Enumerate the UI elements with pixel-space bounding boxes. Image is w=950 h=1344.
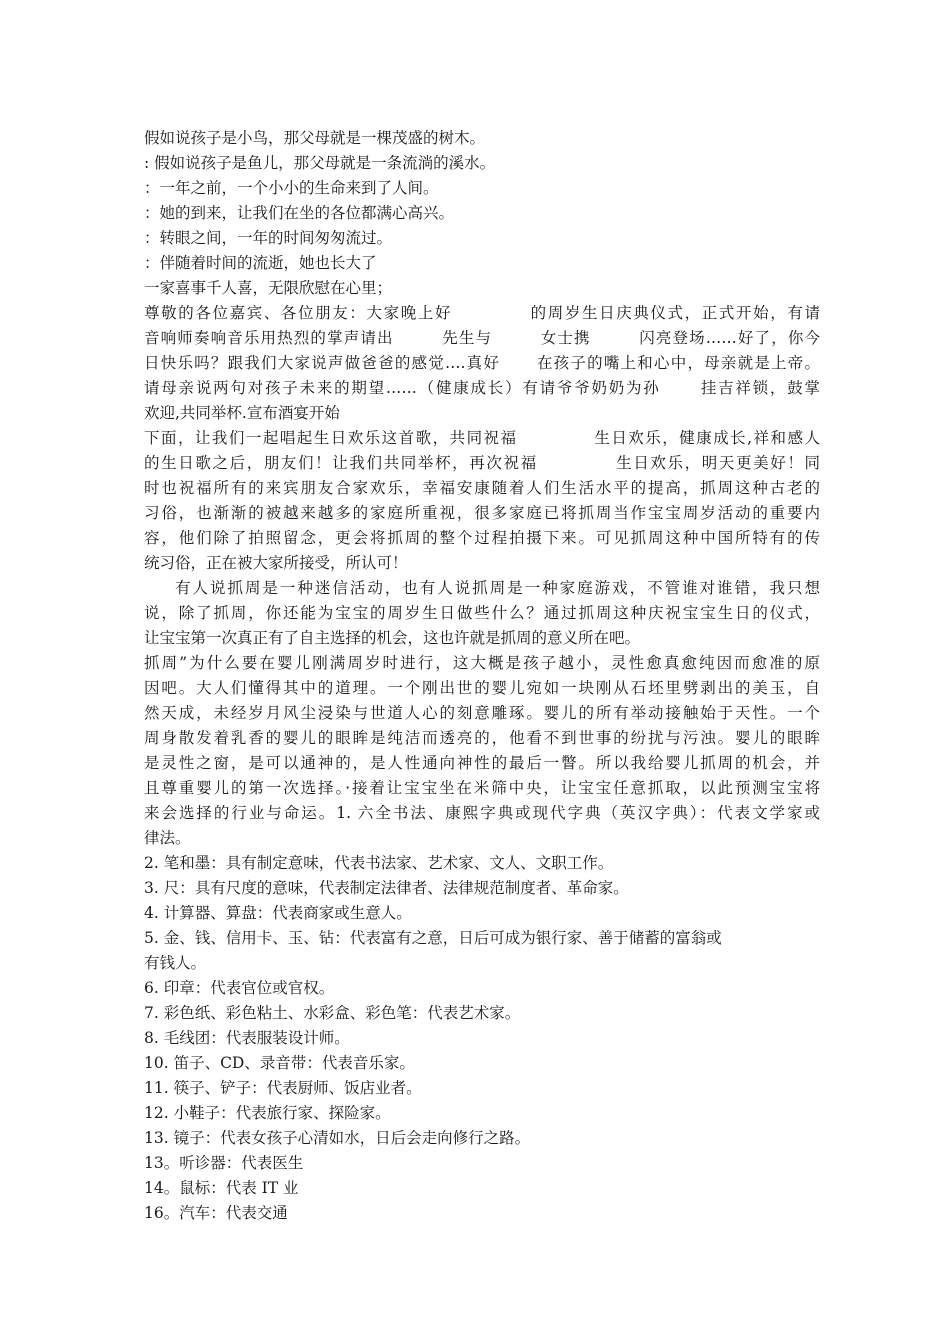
text-line: 3. 尺：具有尺度的意味，代表制定法律者、法律规范制度者、革命家。 [144, 879, 629, 897]
text-line: 说，除了抓周，你还能为宝宝的周岁生日做些什么？通过抓周这种庆祝宝宝生日的仪式， [144, 604, 820, 622]
text-line: 时也祝福所有的来宾朋友合家欢乐，幸福安康随着人们生活水平的提高，抓周这种古老的 [144, 479, 820, 497]
text-line: 13。听诊器：代表医生 [144, 1154, 304, 1172]
text-line: 请母亲说两句对孩子未来的期望……（健康成长）有请爷爷奶奶为孙 挂吉祥锁，鼓掌 [144, 379, 820, 397]
text-line: 尊敬的各位嘉宾、各位朋友：大家晚上好 的周岁生日庆典仪式，正式开始，有请 [144, 304, 820, 322]
text-line: ：伴随着时间的流逝，她也长大了 [144, 254, 377, 272]
text-line: 下面，让我们一起唱起生日欢乐这首歌，共同祝福 生日欢乐，健康成长,祥和感人 [144, 429, 820, 447]
text-line: 12. 小鞋子：代表旅行家、探险家。 [144, 1104, 391, 1122]
text-line: 16。汽车：代表交通 [144, 1204, 288, 1222]
text-line: 的生日歌之后，朋友们！让我们共同举杯，再次祝福 生日欢乐，明天更美好！同 [144, 454, 820, 472]
text-line: ：她的到来，让我们在坐的各位都满心高兴。 [144, 204, 455, 222]
text-line: 律法。 [144, 829, 191, 847]
text-line: 周身散发着乳香的婴儿的眼眸是纯洁而透亮的，他看不到世事的纷扰与污浊。婴儿的眼眸 [144, 729, 820, 747]
text-line: 因吧。大人们懂得其中的道理。一个刚出世的婴儿宛如一块刚从石坯里劈剥出的美玉，自 [144, 679, 820, 697]
text-line: 一家喜事千人喜，无限欣慰在心里； [144, 279, 393, 297]
text-line: 且尊重婴儿的第一次选择。·接着让宝宝坐在米筛中央，让宝宝任意抓取，以此预测宝宝将 [144, 779, 820, 797]
text-line: ：一年之前，一个小小的生命来到了人间。 [144, 179, 439, 197]
text-line: 抓周”为什么要在婴儿刚满周岁时进行，这大概是孩子越小，灵性愈真愈纯因而愈准的原 [144, 654, 820, 672]
text-line: 是灵性之窗，是可以通神的，是人性通向神性的最后一瞥。所以我给婴儿抓周的机会，并 [144, 754, 820, 772]
text-line: 7. 彩色纸、彩色粘土、水彩盒、彩色笔：代表艺术家。 [144, 1004, 521, 1022]
text-line: 5. 金、钱、信用卡、玉、钻：代表富有之意，日后可成为银行家、善于储蓄的富翁或 [144, 929, 722, 947]
text-line: 来会选择的行业与命运。1. 六全书法、康熙字典或现代字典（英汉字典）：代表文学家或 [144, 804, 820, 822]
text-line: 容，他们除了拍照留念，更会将抓周的整个过程拍摄下来。可见抓周这种中国所特有的传 [144, 529, 820, 547]
text-line: 欢迎,共同举杯.宣布酒宴开始 [144, 404, 340, 422]
text-line: 4. 计算器、算盘：代表商家或生意人。 [144, 904, 412, 922]
text-line: 习俗，也渐渐的被越来越多的家庭所重视，很多家庭已将抓周当作宝宝周岁活动的重要内 [144, 504, 820, 522]
text-line: 13. 镜子：代表女孩子心清如水，日后会走向修行之路。 [144, 1129, 531, 1147]
document-page [144, 126, 820, 1226]
text-line: 10. 笛子、CD、录音带：代表音乐家。 [144, 1054, 415, 1072]
text-line: 14。鼠标：代表 IT 业 [144, 1179, 299, 1197]
text-line: 日快乐吗？跟我们大家说声做爸爸的感觉….真好 在孩子的嘴上和心中，母亲就是上帝。 [144, 354, 820, 372]
text-line: 音响师奏响音乐用热烈的掌声请出 先生与 女士携 闪亮登场……好了，你今 [144, 329, 820, 347]
text-line: 然天成，未经岁月风尘浸染与世道人心的刻意雕琢。婴儿的所有举动接触始于天性。一个 [144, 704, 820, 722]
text-line: 11. 筷子、铲子：代表厨师、饭店业者。 [144, 1079, 422, 1097]
text-line: : 假如说孩子是鱼儿，那父母就是一条流淌的溪水。 [144, 154, 496, 172]
text-line: 有钱人。 [144, 954, 207, 972]
text-line: 统习俗，正在被大家所接受，所认可！ [144, 554, 408, 572]
text-line: 8. 毛线团：代表服装设计师。 [144, 1029, 350, 1047]
text-line: 让宝宝第一次真正有了自主选择的机会，这也许就是抓周的意义所在吧。 [144, 629, 641, 647]
text-line: 6. 印章：代表官位或官权。 [144, 979, 335, 997]
text-line: 有人说抓周是一种迷信活动，也有人说抓周是一种家庭游戏，不管谁对谁错，我只想 [175, 579, 820, 597]
text-line: 假如说孩子是小鸟，那父母就是一棵茂盛的树木。 [144, 129, 486, 147]
text-line: ：转眼之间，一年的时间匆匆流过。 [144, 229, 393, 247]
text-line: 2. 笔和墨：具有制定意味，代表书法家、艺术家、文人、文职工作。 [144, 854, 614, 872]
